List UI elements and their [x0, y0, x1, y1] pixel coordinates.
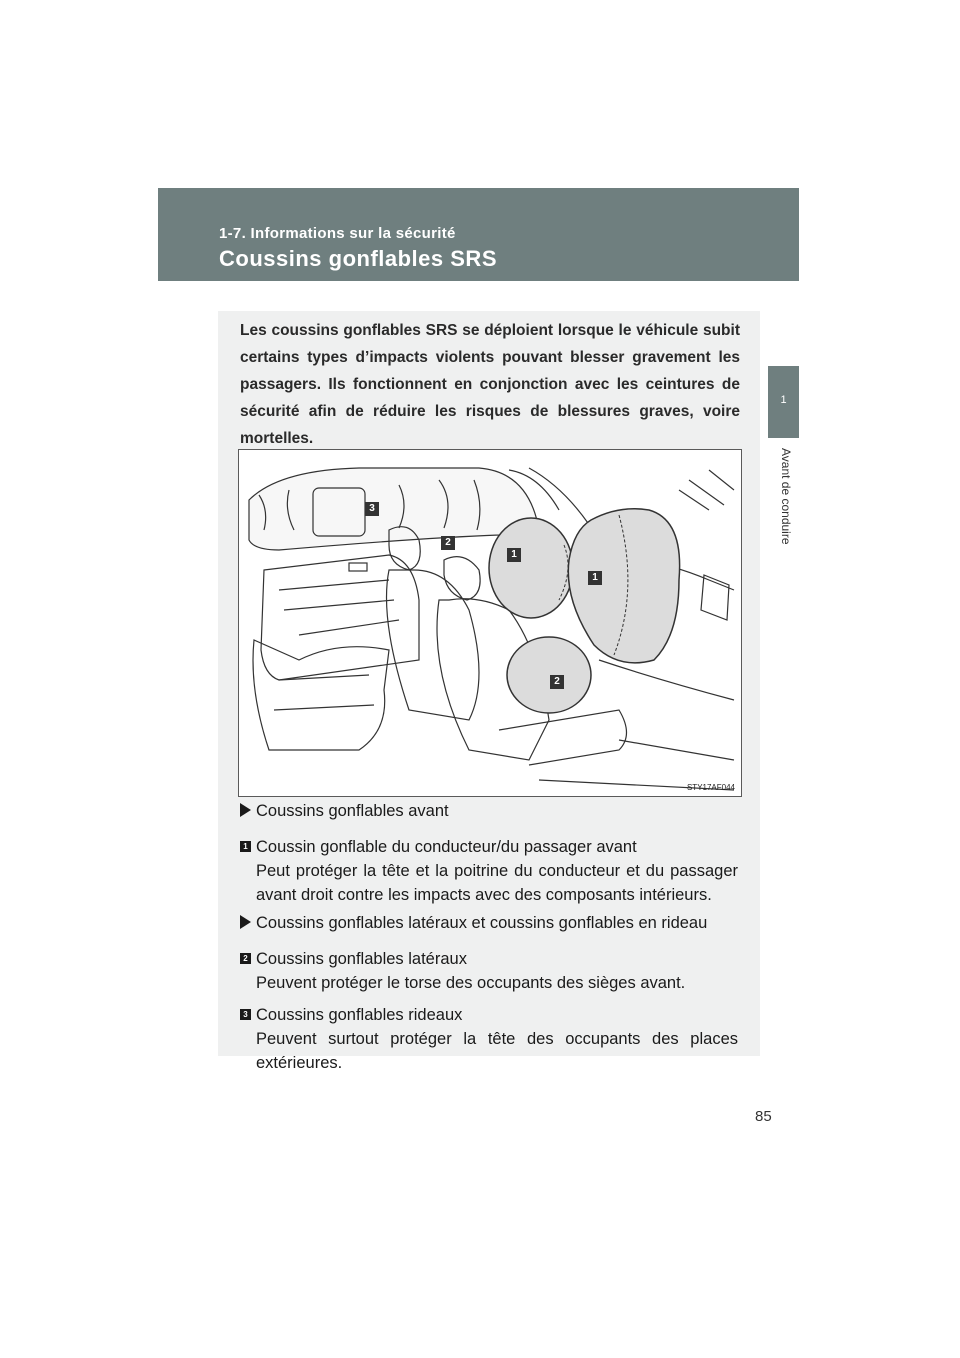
section-label: 1-7. Informations sur la sécurité: [219, 225, 456, 242]
content-panel: Les coussins gonflables SRS se déploient lorsque le véhicule subit certains types d’impacts violents pouvant blesser gravement les passagers. Ils fonctionnent en conjonction avec les ceintures de sécurité afin de réduire les risques de blessures graves, voire mortelles. 3 2 1 1 2 STY17AF044 Coussins gonflables avant 1 Coussin gonflable du conducteur/du passager avant Peut protéger la tête et la poitrine du conducteur et du passager avant droit contre les impacts avec des composants intérieurs. Coussins gonflables latéraux et coussins gonflables en rideau 2 Coussins gonflables latéraux Peuvent protéger le torse des occupants des sièges avant. 3 Coussins gonflables rideaux Peuvent surtout protéger la tête des occupants des places extérieures.: [218, 311, 760, 1056]
callout-label: 2: [441, 536, 455, 550]
chapter-tab: [768, 366, 799, 438]
intro-paragraph: Les coussins gonflables SRS se déploient lorsque le véhicule subit certains types d’impacts violents pouvant blesser gravement les passagers. Ils fonctionnent en conjonction avec les ceintures de sécurité afin de réduire les risques de blessures graves, voire mortelles.: [240, 322, 740, 447]
number-marker-icon: 1: [240, 841, 251, 852]
callout-label: 3: [365, 502, 379, 516]
chapter-title: Avant de conduire: [779, 448, 793, 545]
page-number: 85: [755, 1108, 772, 1125]
car-interior-drawing: [239, 450, 741, 796]
section-header: [158, 188, 799, 281]
number-marker-icon: 3: [240, 1009, 251, 1020]
figure-code: STY17AF044: [686, 783, 735, 792]
callout-label: 1: [507, 548, 521, 562]
callout-label: 2: [550, 675, 564, 689]
chapter-number: 1: [780, 394, 787, 406]
triangle-bullet-icon: [240, 915, 251, 929]
callout-label: 1: [588, 571, 602, 585]
page-title: Coussins gonflables SRS: [219, 246, 497, 271]
triangle-bullet-icon: [240, 803, 251, 817]
number-marker-icon: 2: [240, 953, 251, 964]
airbag-illustration: [238, 449, 742, 797]
